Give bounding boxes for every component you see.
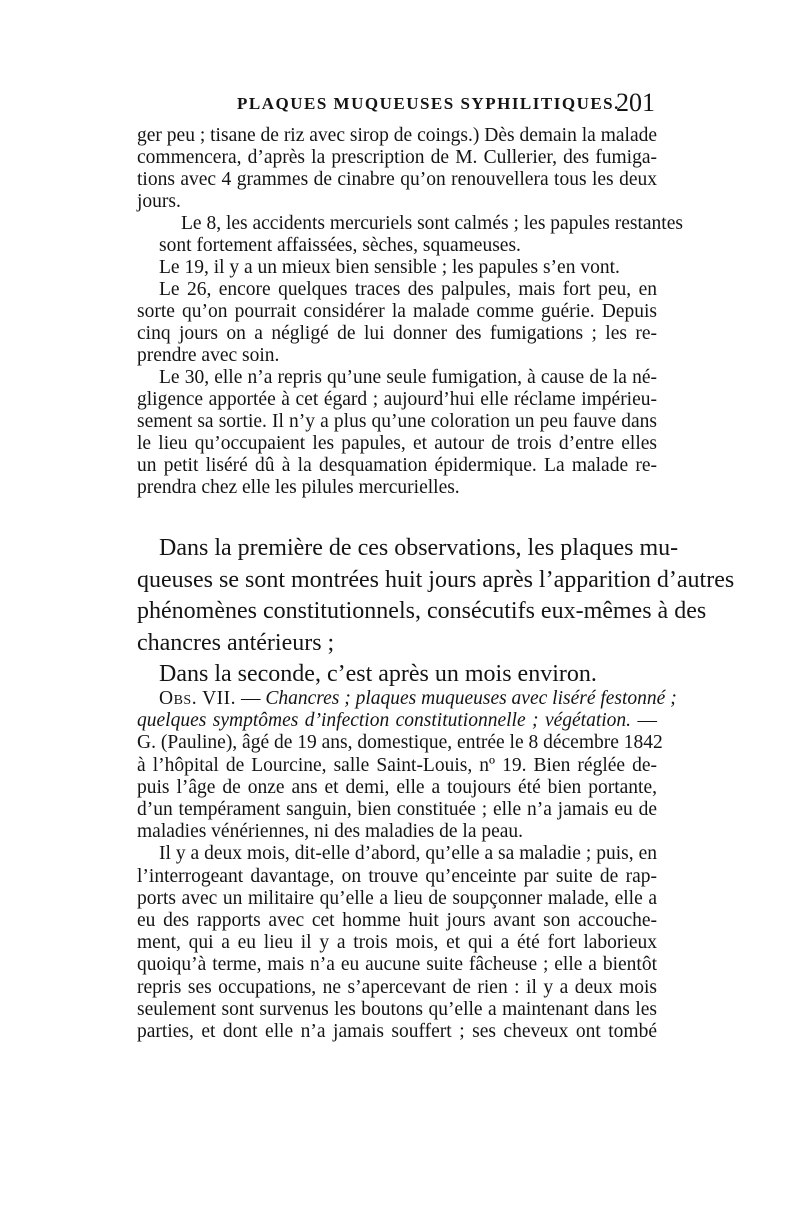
text-line: un petit liséré dû à la desquamation épidermique. La malade re-: [137, 455, 657, 476]
summary-line: Dans la seconde, c’est après un mois environ.: [159, 661, 597, 687]
text-line: cinq jours on a négligé de lui donner des fumigations ; les re-: [137, 323, 657, 344]
text-line: Le 8, les accidents mercuriels sont calmés ; les papules restantes: [181, 213, 683, 234]
summary-line: queuses se sont montrées huit jours après l’apparition d’autres: [137, 566, 735, 593]
observation-heading-line: [137, 688, 677, 710]
text-line: parties, et dont elle n’a jamais souffert ; ses cheveux ont tombé: [137, 1021, 657, 1043]
text-line: sont fortement affaissées, sèches, squameuses.: [159, 235, 521, 256]
text-line: l’interrogeant davantage, on trouve qu’enceinte par suite de rap-: [137, 865, 657, 887]
observation-dash: —: [236, 688, 266, 709]
text-line: sement sa sortie. Il n’y a plus qu’une coloration un peu fauve dans: [137, 411, 657, 432]
text-line: ger peu ; tisane de riz avec sirop de coings.) Dès demain la malade: [137, 125, 657, 146]
text-line: seulement sont survenus les boutons qu’elle a maintenant dans les: [137, 998, 657, 1020]
text-line: gligence apportée à cet égard ; aujourd’hui elle réclame impérieu-: [137, 389, 657, 410]
observation-title: Chancres ; plaques muqueuses avec liséré festonné ;: [265, 688, 677, 709]
text-line: Il y a deux mois, dit-elle d’abord, qu’elle a sa maladie ; puis, en: [159, 843, 657, 865]
paragraph: [137, 279, 657, 367]
summary-line: Dans la première de ces observations, les plaques mu-: [159, 535, 679, 561]
observation-section: [137, 688, 677, 1043]
text-line: prendra chez elle les pilules mercurielles.: [137, 477, 460, 498]
page-header: [137, 88, 657, 124]
summary-paragraph: [137, 533, 735, 691]
text-line: Le 19, il y a un mieux bien sensible ; les papules s’en vont.: [159, 257, 620, 278]
body-text: [137, 125, 683, 499]
running-title: PLAQUES MUQUEUSES SYPHILITIQUES.: [237, 94, 620, 113]
paragraph: [137, 125, 657, 213]
text-line: prendre avec soin.: [137, 345, 280, 366]
summary-line: chancres antérieurs ;: [137, 629, 335, 656]
text-line: jours.: [137, 191, 181, 212]
page-number: 201: [616, 88, 655, 117]
paragraph: [137, 257, 657, 279]
paragraph: [137, 213, 683, 257]
text-line: d’un tempérament sanguin, bien constituée ; elle n’a jamais eu de: [137, 799, 657, 821]
text-line: Le 26, encore quelques traces des palpules, mais fort peu, en: [159, 279, 657, 300]
text-line: ment, qui a eu lieu il y a trois mois, et qui a été fort laborieux: [137, 932, 657, 954]
text-line: quoiqu’à terme, mais n’a eu aucune suite fâcheuse ; elle a bientôt: [137, 954, 657, 976]
text-line: eu des rapports avec cet homme huit jours avant son accouche-: [137, 910, 657, 932]
text-line: G. (Pauline), âgé de 19 ans, domestique, entrée le 8 décembre 1842: [137, 732, 663, 754]
text-line: maladies vénériennes, ni des maladies de la peau.: [137, 821, 524, 843]
text-line: commencera, d’après la prescription de M. Cullerier, des fumiga-: [137, 147, 657, 168]
observation-dash: —: [631, 710, 657, 732]
text-line: Le 30, elle n’a repris qu’une seule fumigation, à cause de la né-: [159, 367, 657, 388]
summary-line: phénomènes constitutionnels, consécutifs eux-mêmes à des: [137, 598, 707, 624]
text-line: tions avec 4 grammes de cinabre qu’on renouvellera tous les deux: [137, 169, 657, 190]
text-line: repris ses occupations, ne s’apercevant de rien : il y a deux mois: [137, 976, 657, 998]
text-line: sorte qu’on pourrait considérer la malade comme guérie. Depuis: [137, 301, 657, 322]
observation-title: quelques symptômes d’infection constitutionnelle ; végétation.: [137, 710, 632, 732]
text-line: ports avec un militaire qu’elle a lieu de soupçonner malade, elle a: [137, 887, 657, 909]
paragraph: [137, 367, 657, 499]
text-line: puis l’âge de onze ans et demi, elle a toujours été bien portante,: [137, 776, 657, 798]
observation-label: Obs. VII.: [159, 688, 237, 709]
observation-heading-line: [137, 710, 657, 732]
text-line: le lieu qu’occupaient les papules, et autour de trois d’entre elles: [137, 433, 657, 454]
text-line: à l’hôpital de Lourcine, salle Saint-Louis, nº 19. Bien réglée de-: [137, 754, 657, 776]
